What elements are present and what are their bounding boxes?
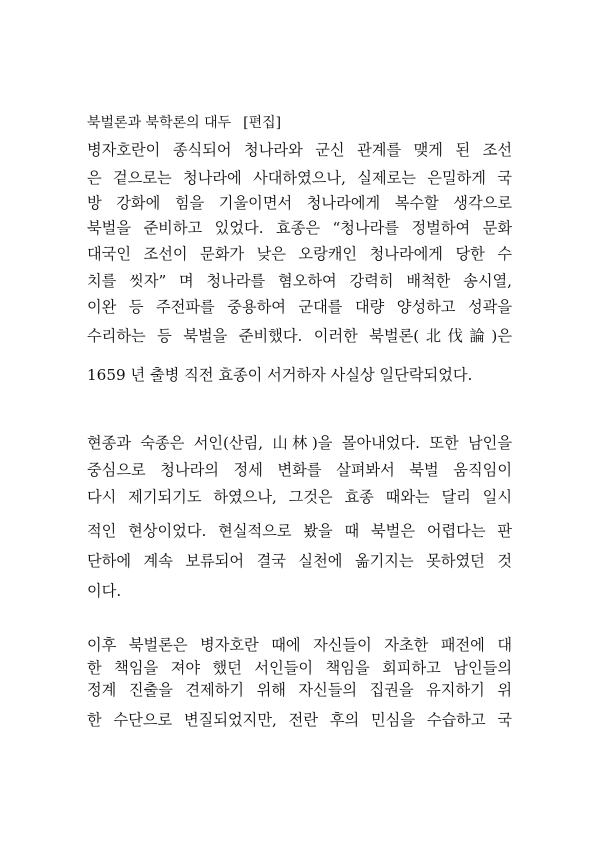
paragraph-line: 이완 등 주전파를 중용하여 군대를 대량 양성하고 성곽을 xyxy=(87,298,512,316)
paragraph-line: 한 책임을 져야 했던 서인들이 책임을 회피하고 남인들의 xyxy=(87,659,512,677)
paragraph-line: 치를 씻자” 며 청나라를 혐오하여 강력히 배척한 송시열, xyxy=(87,272,512,290)
paragraph-line: 은 겉으로는 청나라에 사대하였으나, 실제로는 은밀하게 국 xyxy=(87,169,512,187)
paragraph-line: 다시 제기되기도 하였으나, 그것은 효종 때와는 달리 일시 xyxy=(87,488,512,506)
section-heading xyxy=(87,114,512,132)
paragraph-line: 적인 현상이었다. 현실적으로 봤을 때 북벌은 어렵다는 판 xyxy=(87,522,512,540)
paragraph-line: 현종과 숙종은 서인(산림, 山林)을 몰아내었다. 또한 남인을 xyxy=(87,434,512,452)
paragraph-line: 이다. xyxy=(87,582,122,600)
paragraph-line: 병자호란이 종식되어 청나라와 군신 관계를 맺게 된 조선 xyxy=(87,141,512,159)
paragraph-line: 한 수단으로 변질되었지만, 전란 후의 민심을 수습하고 국 xyxy=(87,711,512,729)
paragraph-line: 북벌을 준비하고 있었다. 효종은 “청나라를 정벌하여 문화 xyxy=(87,219,512,237)
paragraph-line: 중심으로 청나라의 정세 변화를 살펴봐서 북벌 움직임이 xyxy=(87,461,512,479)
paragraph-line: 정계 진출을 견제하기 위해 자신들의 집권을 유지하기 위 xyxy=(87,681,512,699)
paragraph-line: 방 강화에 힘을 기울이면서 청나라에게 복수할 생각으로 xyxy=(87,194,512,212)
paragraph-line: 1659 년 출병 직전 효종이 서거하자 사실상 일단락되었다. xyxy=(87,366,473,384)
paragraph-line: 대국인 조선이 문화가 낮은 오랑캐인 청나라에게 당한 수 xyxy=(87,245,512,263)
paragraph-line: 수리하는 등 북벌을 준비했다. 이러한 북벌론(北伐論)은 xyxy=(87,327,512,345)
paragraph-line: 단하에 계속 보류되어 결국 실천에 옮기지는 못하였던 것 xyxy=(87,552,512,570)
section-title: 북벌론과 북학론의 대두 xyxy=(87,115,232,131)
edit-link[interactable]: [편집] xyxy=(243,115,282,131)
paragraph-line: 이후 북벌론은 병자호란 때에 자신들이 자초한 패전에 대 xyxy=(87,636,512,654)
